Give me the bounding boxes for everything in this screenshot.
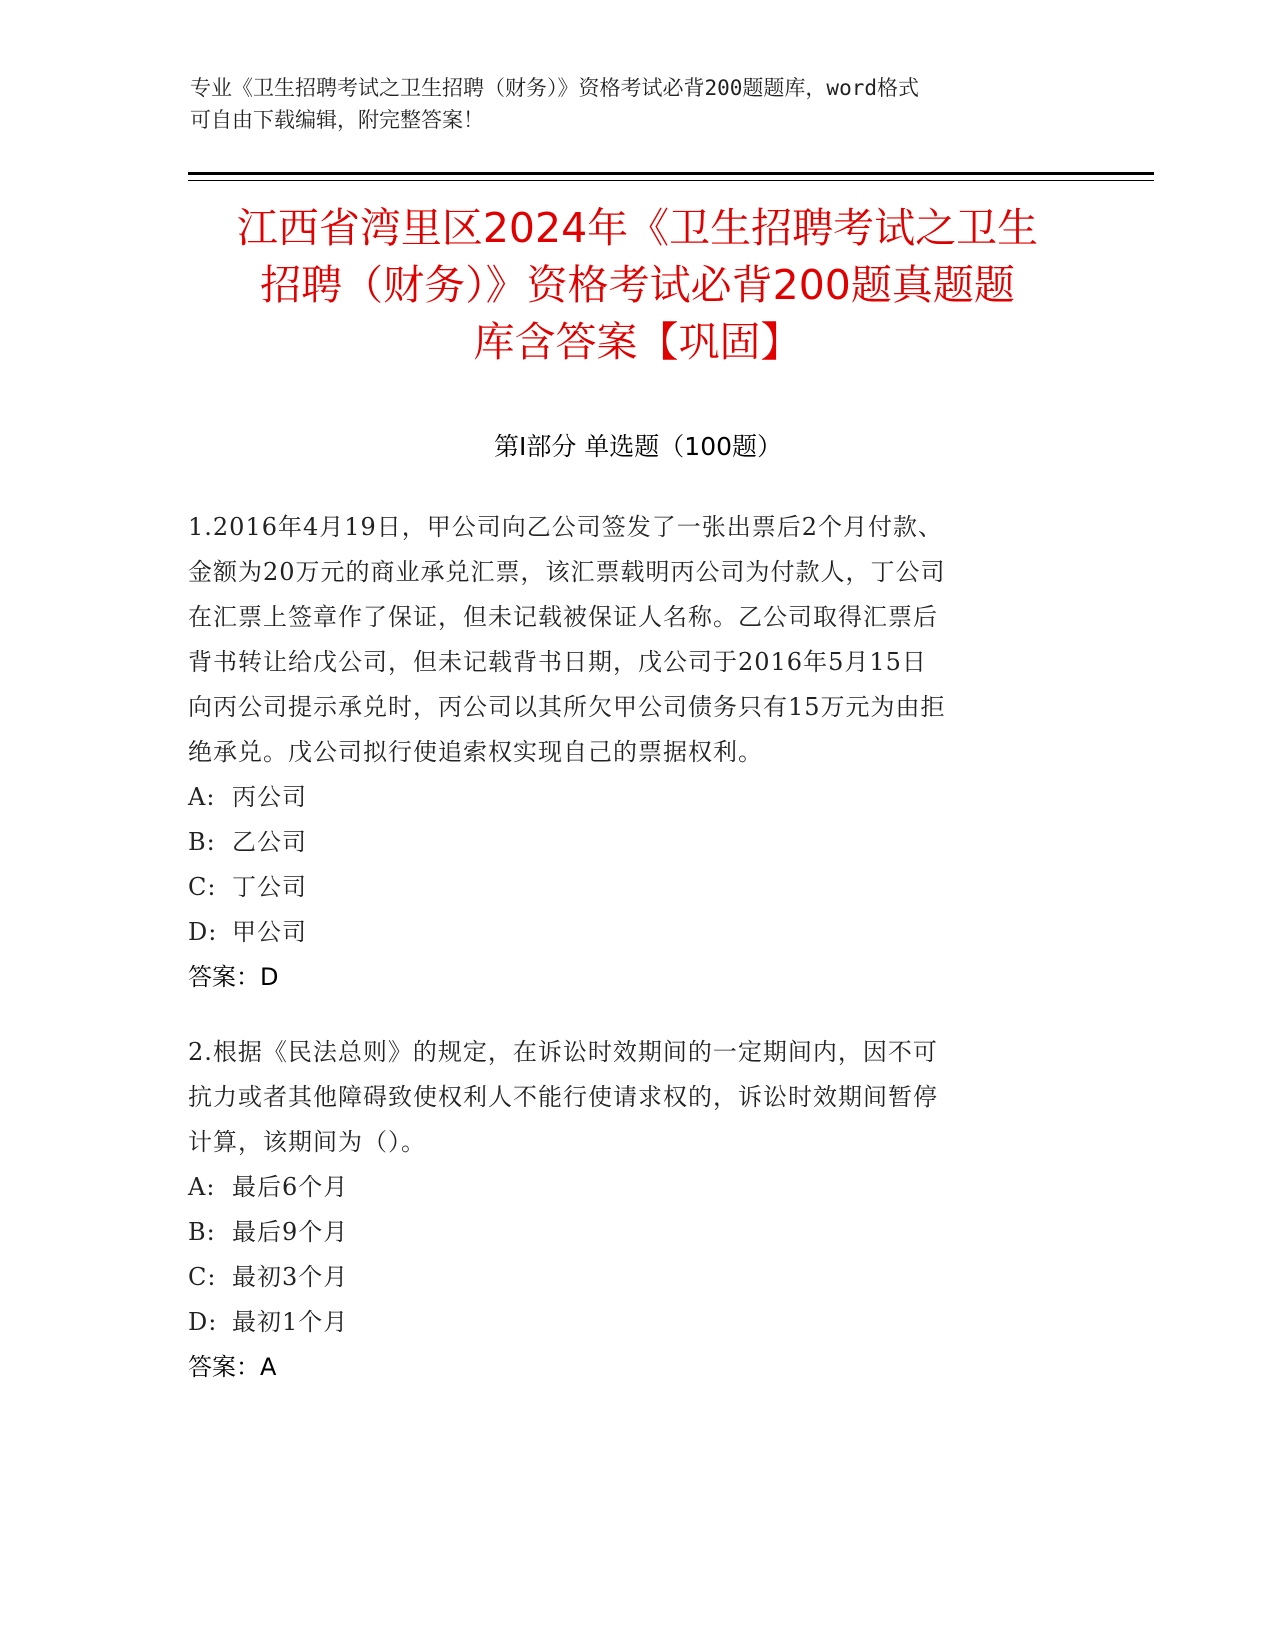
question-text	[188, 1030, 1088, 1165]
question-line: 1.2016年4月19日，甲公司向乙公司签发了一张出票后2个月付款、	[188, 513, 944, 541]
question-line: 计算，该期间为（）。	[188, 1128, 426, 1156]
option-text: 最初3个月	[232, 1263, 349, 1291]
answer-line: 答案：A	[188, 1353, 277, 1381]
title-line: 江西省湾里区2024年《卫生招聘考试之卫生	[236, 204, 1039, 252]
option-key: B:	[188, 1218, 216, 1246]
header-divider-thick	[188, 172, 1154, 175]
option-text: 丙公司	[232, 783, 307, 811]
option-d	[188, 1300, 1088, 1345]
title-line: 库含答案【巩固】	[473, 318, 802, 366]
option-key: D:	[188, 918, 218, 946]
option-b	[188, 820, 1088, 865]
option-key: D:	[188, 1308, 218, 1336]
header-note-line: 可自由下载编辑，附完整答案！	[190, 108, 484, 132]
answer-line: 答案：D	[188, 963, 279, 991]
question-line: 抗力或者其他障碍致使权利人不能行使请求权的，诉讼时效期间暂停	[188, 1083, 938, 1111]
question-item	[188, 505, 1088, 1000]
option-c	[188, 865, 1088, 910]
option-text: 最后9个月	[232, 1218, 349, 1246]
title-line: 招聘（财务）》资格考试必背200题真题题	[260, 261, 1015, 309]
option-a	[188, 1165, 1088, 1210]
question-text	[188, 505, 1088, 775]
option-text: 最初1个月	[232, 1308, 349, 1336]
option-key: A:	[188, 1173, 216, 1201]
question-line: 金额为20万元的商业承兑汇票，该汇票载明丙公司为付款人，丁公司	[188, 558, 946, 586]
section-heading: 第Ⅰ部分 单选题（100题）	[493, 432, 783, 461]
option-key: C:	[188, 873, 217, 901]
option-c	[188, 1255, 1088, 1300]
option-text: 最后6个月	[232, 1173, 349, 1201]
question-line: 绝承兑。戊公司拟行使追索权实现自己的票据权利。	[188, 738, 763, 766]
option-d	[188, 910, 1088, 955]
header-note-line: 专业《卫生招聘考试之卫生招聘（财务）》资格考试必背200题题库，word格式	[190, 76, 919, 100]
option-key: A:	[188, 783, 216, 811]
question-item	[188, 1030, 1088, 1390]
option-a	[188, 775, 1088, 820]
option-b	[188, 1210, 1088, 1255]
question-line: 2.根据《民法总则》的规定，在诉讼时效期间的一定期间内，因不可	[188, 1038, 938, 1066]
option-key: B:	[188, 828, 216, 856]
header-divider-thin	[188, 180, 1154, 181]
question-line: 向丙公司提示承兑时，丙公司以其所欠甲公司债务只有15万元为由拒	[188, 693, 946, 721]
option-text: 丁公司	[232, 873, 307, 901]
question-line: 在汇票上签章作了保证，但未记载被保证人名称。乙公司取得汇票后	[188, 603, 938, 631]
option-text: 乙公司	[232, 828, 307, 856]
option-key: C:	[188, 1263, 217, 1291]
header-note	[190, 72, 1090, 136]
option-text: 甲公司	[232, 918, 307, 946]
document-title	[150, 200, 1125, 371]
question-line: 背书转让给戊公司，但未记载背书日期，戊公司于2016年5月15日	[188, 648, 927, 676]
